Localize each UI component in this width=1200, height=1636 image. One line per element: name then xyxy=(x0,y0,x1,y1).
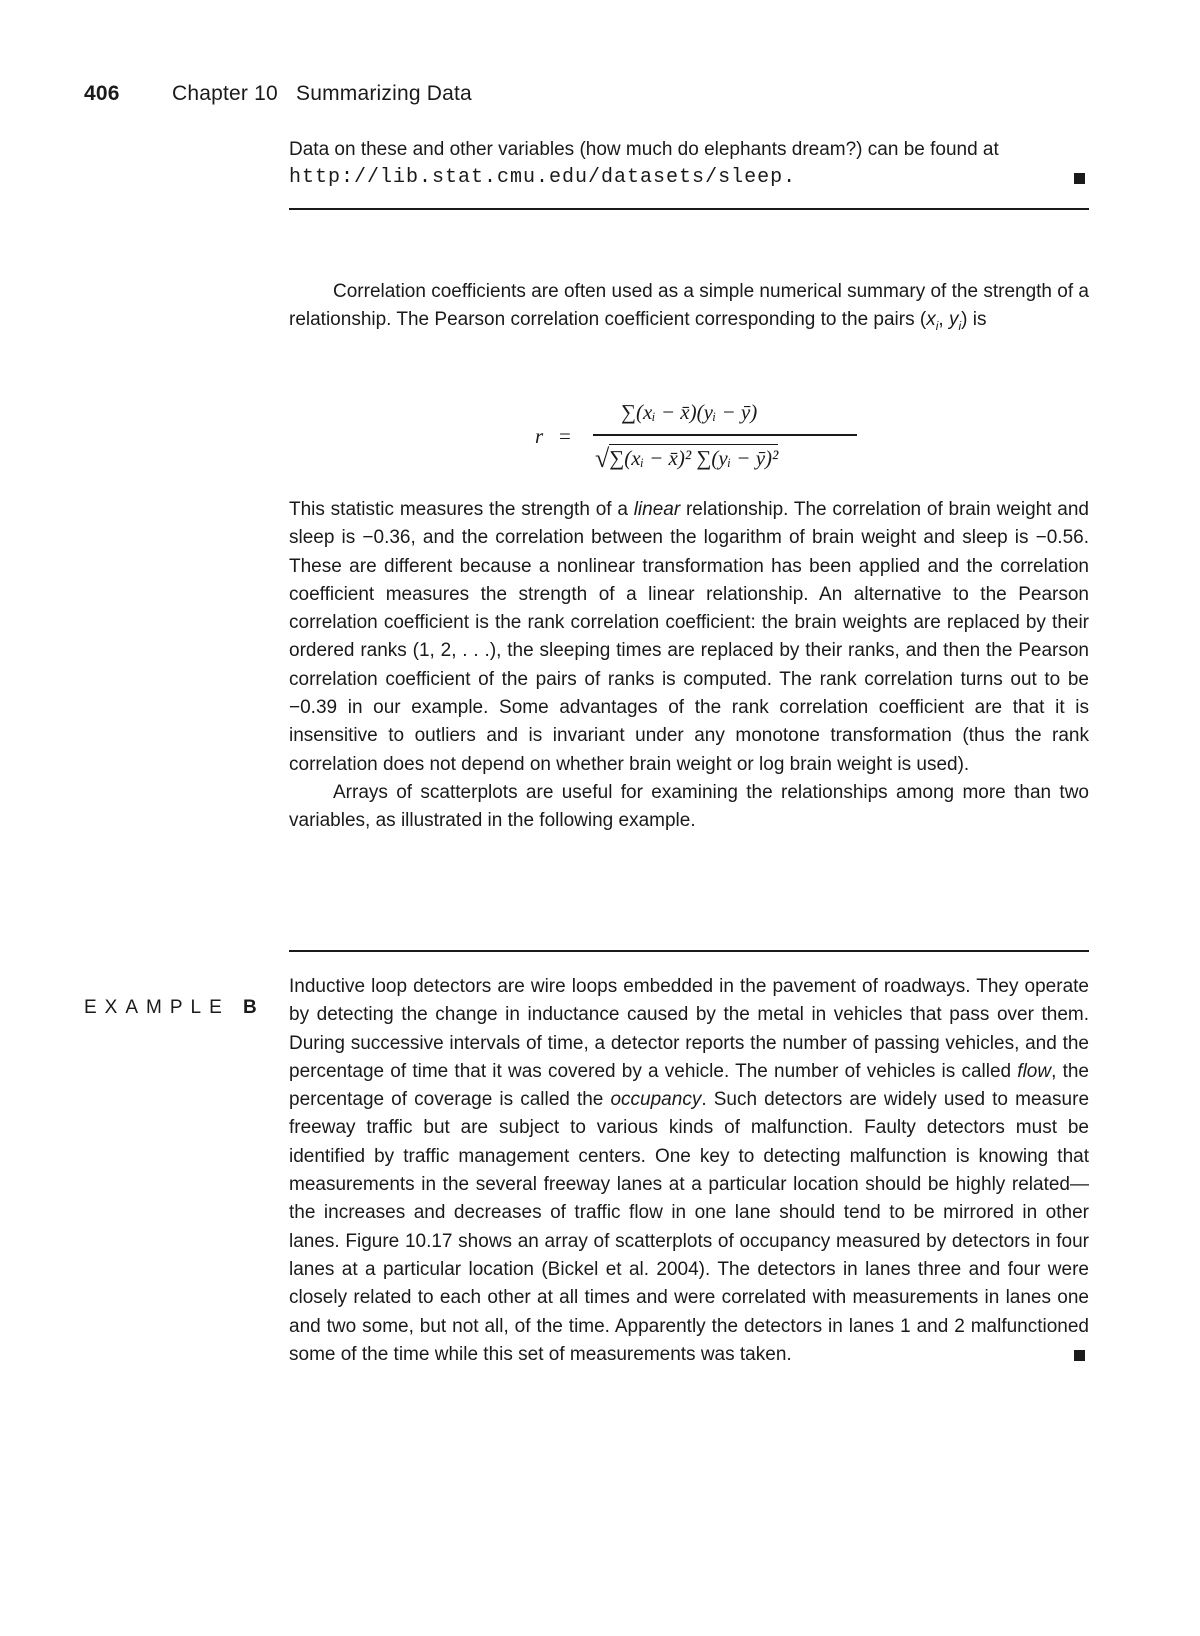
example-rule xyxy=(289,950,1089,952)
example-text-b: , the percentage of coverage is called the xyxy=(289,1060,1089,1111)
dataset-url: http://lib.stat.cmu.edu/datasets/sleep. xyxy=(289,166,797,190)
top-block-line: Data on these and other variables (how much do elephants dream?) can be found at xyxy=(289,139,999,160)
paragraph-correlation-intro xyxy=(289,278,1089,340)
formula-equals: = xyxy=(559,424,571,448)
paragraph-scatterplots: Arrays of scatterplots are useful for examining the relationships among more than two variables, as illustrated in the following example. xyxy=(289,781,1089,832)
para2-text-a: This statistic measures the strength of a xyxy=(289,499,634,520)
end-of-example-mark xyxy=(1074,173,1085,184)
example-b-text xyxy=(289,973,1089,1369)
para2-italic: linear xyxy=(633,499,681,520)
formula-lhs: r xyxy=(535,424,544,448)
example-label xyxy=(84,997,257,1019)
example-text-c: . Such detectors are widely used to measure freeway traffic but are subject to various kinds of malfunction. Faulty detectors must be identified by traffic management centers. One key to detecting malfunction is knowing that measurements in the several freeway lanes at a particular location should be highly related—the increases and decreases of traffic flow in one lane should tend to be mirrored in other lanes. Figure 10.17 shows an array of scatterplots of occupancy measured by detectors in four lanes at a particular location (Bickel et al. 2004). The detectors in lanes three and four were closely related to each other at all times and were correlated with measurements in lanes one and two some, but not all, of the time. Apparently the detectors in lanes 1 and 2 malfunctioned some of the time while this set of measurements was taken. xyxy=(289,1089,1090,1365)
example-letter: B xyxy=(243,997,257,1018)
para2-text-b: relationship. The correlation of brain weight and sleep is −0.36, and the correlation between the logarithm of brain weight and sleep is −0.56. These are different because a nonlinear transformation has been applied and the correlation coefficient measures the strength of a linear relationship. An alternative to the Pearson correlation coefficient is the rank correlation coefficient: the brain weights are replaced by their ordered ranks (1, 2, . . .), the sleeping times are replaced by their ranks, and then the Pearson correlation coefficient of the pairs of ranks is computed. The rank correlation turns out to be −0.39 in our example. Some advantages of the rank correlation coefficient are that it is insensitive to outliers and is invariant under any monotone transformation (thus the rank correlation does not depend on whether brain weight or log brain weight is used). xyxy=(289,499,1089,775)
formula-denominator: ∑(xᵢ − x̄)² ∑(yᵢ − ȳ)² xyxy=(609,446,779,470)
example-word: EXAMPLE xyxy=(84,997,230,1018)
paragraph-linear xyxy=(289,496,1089,836)
formula-denominator-wrap xyxy=(595,442,778,472)
top-block xyxy=(289,136,1089,193)
sqrt-sign: √ xyxy=(595,444,610,473)
example-italic-occupancy: occupancy xyxy=(610,1089,702,1111)
example-italic-flow: flow xyxy=(1017,1060,1052,1082)
page-number: 406 xyxy=(84,82,120,105)
running-header xyxy=(84,82,472,106)
example-text-a: Inductive loop detectors are wire loops embedded in the pavement of roadways. They operate by detecting the change in inductance caused by the metal in vehicles that pass over them. During successive intervals of time, a detector reports the number of passing vehicles, and the percentage of time that it was covered by a vehicle. The number of vehicles is called xyxy=(289,976,1089,1082)
chapter-title: Chapter 10 Summarizing Data xyxy=(172,82,472,105)
formula-numerator: ∑(xᵢ − x̄)(yᵢ − ȳ) xyxy=(621,400,758,424)
example-end-mark xyxy=(1074,1350,1085,1361)
para1-text: Correlation coefficients are often used as a simple numerical summary of the strength of a relationship. The Pearson correlation coefficient corresponding to the pairs ($x_i$, $y_i$) is xyxy=(289,281,1089,334)
fraction-bar xyxy=(593,434,857,436)
top-rule xyxy=(289,208,1089,210)
